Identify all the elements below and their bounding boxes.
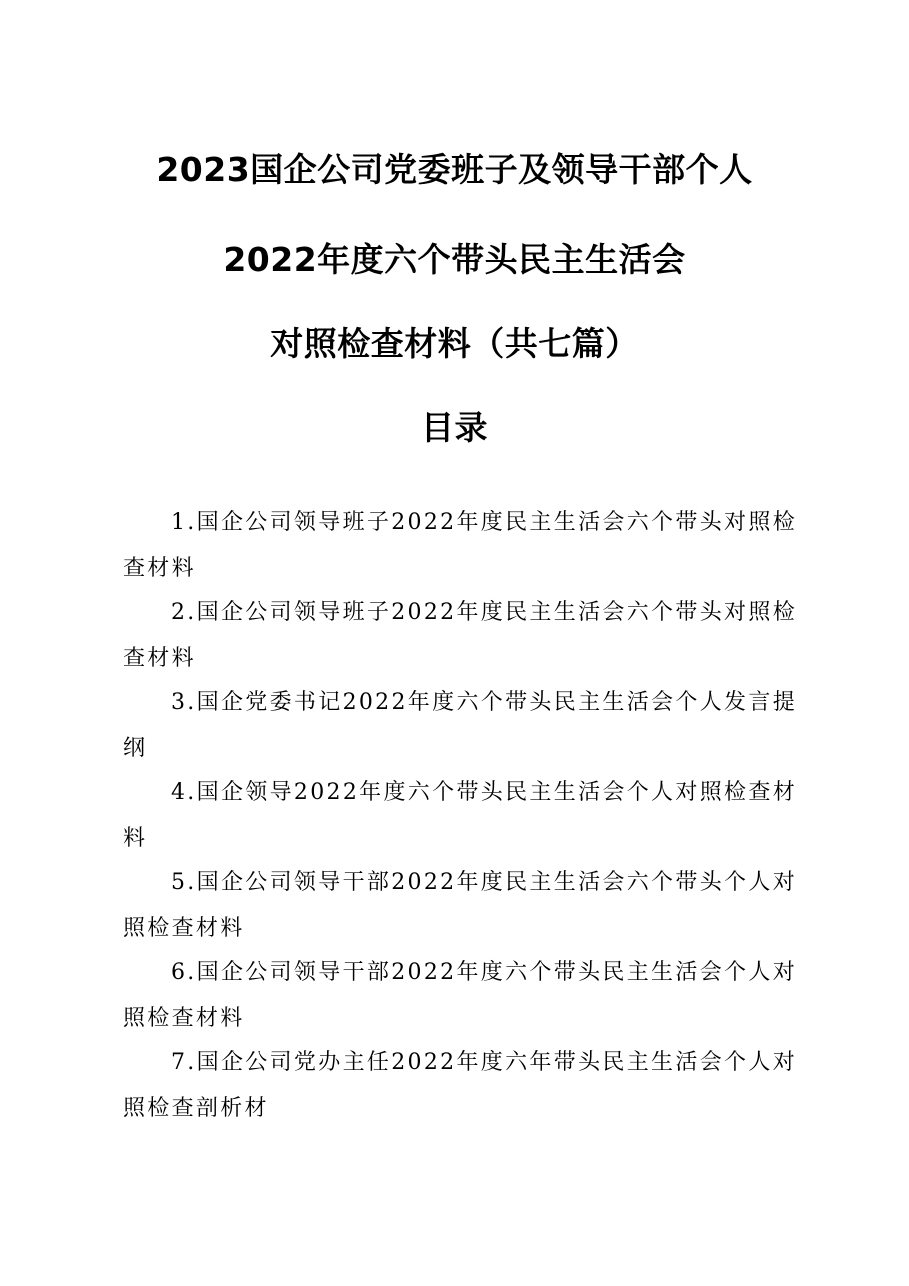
table-of-contents <box>123 500 797 1130</box>
toc-item-6: 6.国企公司领导干部2022年度六个带头民主生活会个人对照检查材料 <box>123 960 797 1031</box>
toc-item-3: 3.国企党委书记2022年度六个带头民主生活会个人发言提纲 <box>123 690 797 761</box>
toc-item-7: 7.国企公司党办主任2022年度六年带头民主生活会个人对照检查剖析材 <box>123 1050 797 1121</box>
toc-item-4: 4.国企领导2022年度六个带头民主生活会个人对照检查材料 <box>123 780 797 851</box>
toc-heading: 目录 <box>421 408 488 447</box>
toc-item-2: 2.国企公司领导班子2022年度民主生活会六个带头对照检查材料 <box>123 600 797 671</box>
toc-item-5: 5.国企公司领导干部2022年度民主生活会六个带头个人对照检查材料 <box>123 870 797 941</box>
document-title-line-3: 对照检查材料（共七篇） <box>270 324 639 363</box>
toc-item-1: 1.国企公司领导班子2022年度民主生活会六个带头对照检查材料 <box>123 510 797 581</box>
document-title-line-2: 2022年度六个带头民主生活会 <box>223 240 686 279</box>
document-title-line-1: 2023国企公司党委班子及领导干部个人 <box>156 150 753 189</box>
